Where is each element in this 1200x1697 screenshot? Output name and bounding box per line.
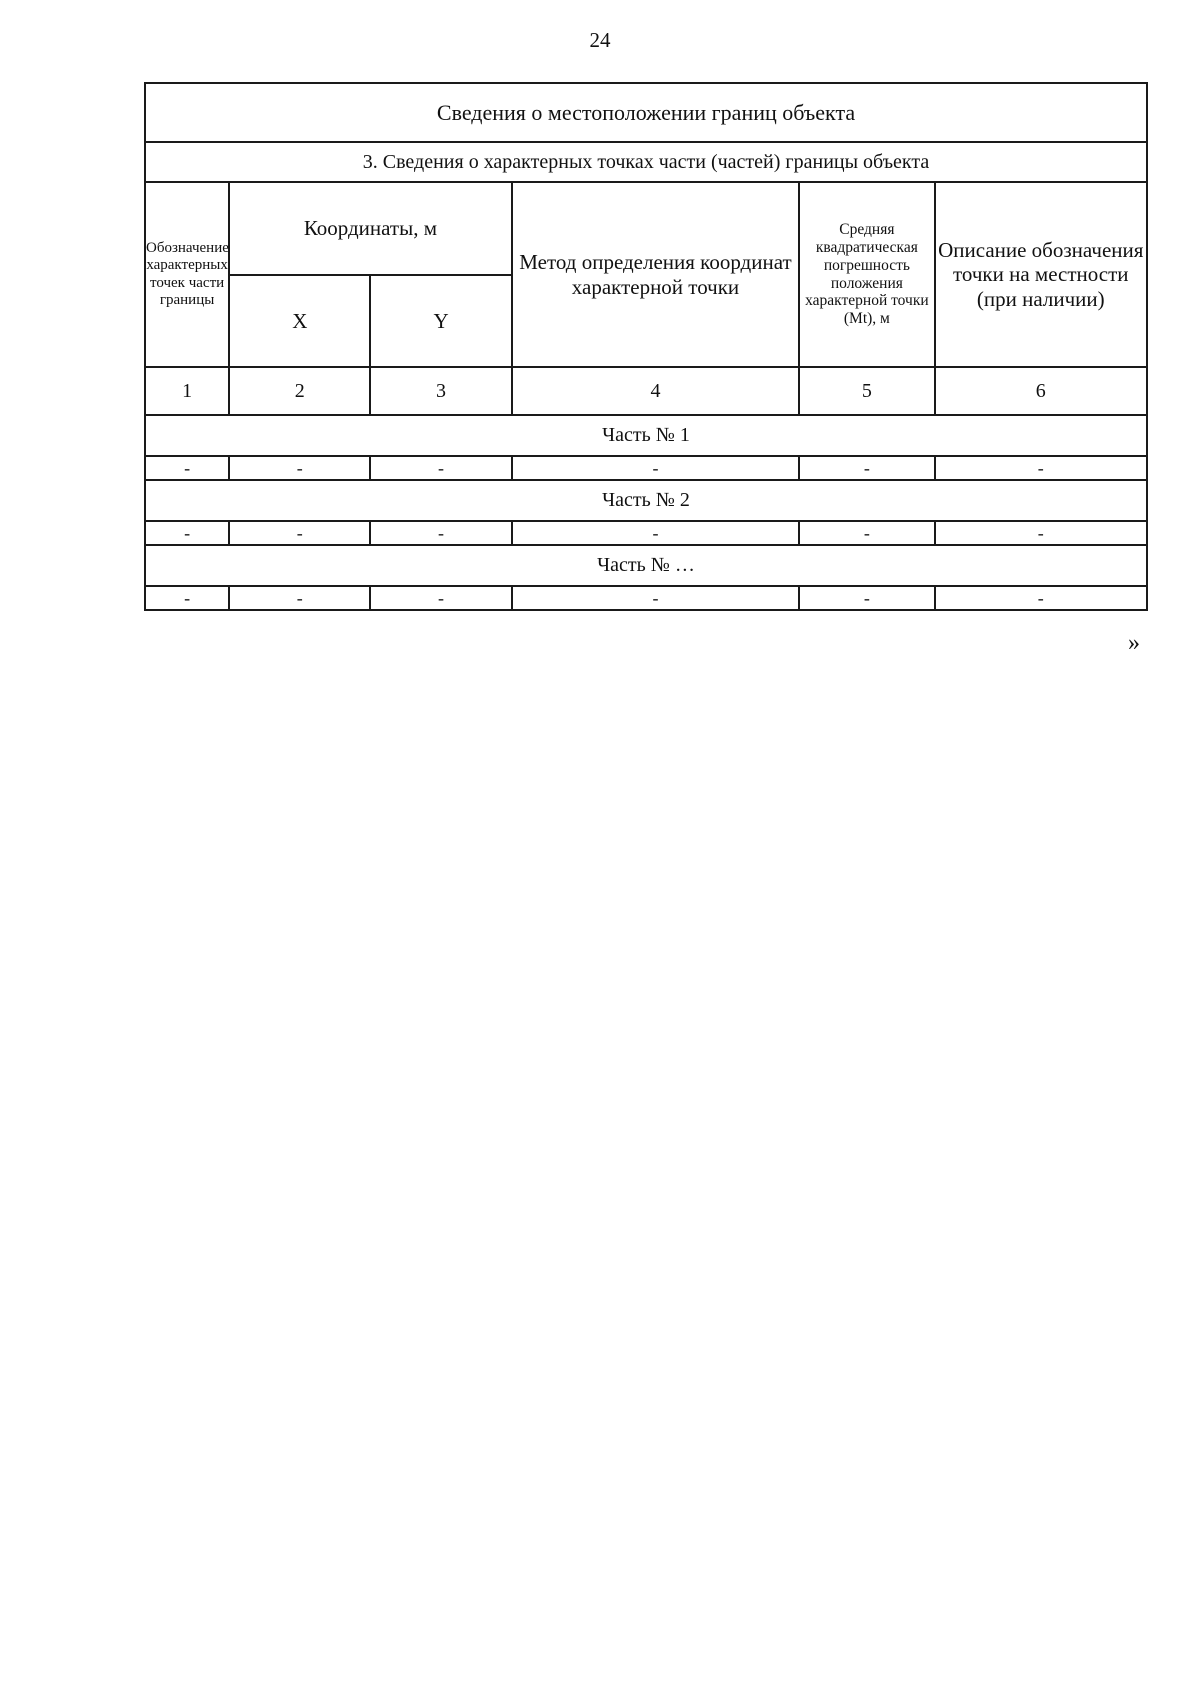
part-label: Часть № 2: [145, 480, 1147, 521]
table-title-row: [145, 83, 1147, 142]
header-coordinates: Координаты, м: [229, 182, 512, 275]
table-cell: -: [229, 586, 370, 610]
column-number: 1: [145, 367, 229, 415]
header-point-designation: Обозначение характерных точек части границы: [145, 182, 229, 367]
section-title-row: [145, 142, 1147, 182]
table-cell: -: [229, 456, 370, 480]
table-row: [145, 521, 1147, 545]
boundary-points-table: [144, 82, 1148, 611]
header-description: Описание обозначения точки на местности (при наличии): [935, 182, 1147, 367]
header-x: X: [229, 275, 370, 367]
table-cell: -: [799, 586, 934, 610]
column-number: 3: [370, 367, 511, 415]
column-numbers-row: [145, 367, 1147, 415]
table-cell: -: [935, 586, 1147, 610]
table-cell: -: [145, 456, 229, 480]
table-cell: -: [370, 456, 511, 480]
table-cell: -: [229, 521, 370, 545]
table-cell: -: [935, 456, 1147, 480]
part-label: Часть № 1: [145, 415, 1147, 456]
header-row: [145, 182, 1147, 275]
column-number: 5: [799, 367, 934, 415]
closing-quote: »: [1128, 630, 1140, 656]
header-y: Y: [370, 275, 511, 367]
column-number: 2: [229, 367, 370, 415]
header-method: Метод определения координат характерной точки: [512, 182, 800, 367]
table-cell: -: [145, 586, 229, 610]
column-number: 6: [935, 367, 1147, 415]
table-cell: -: [512, 521, 800, 545]
table-cell: -: [512, 456, 800, 480]
header-error: Средняя квадратическая погрешность положения характерной точки (Mt), м: [799, 182, 934, 367]
table-cell: -: [145, 521, 229, 545]
table-cell: -: [935, 521, 1147, 545]
table-row: [145, 456, 1147, 480]
table-title: Сведения о местоположении границ объекта: [145, 83, 1147, 142]
table-cell: -: [370, 521, 511, 545]
table-cell: -: [370, 586, 511, 610]
column-number: 4: [512, 367, 800, 415]
part-label-row: [145, 415, 1147, 456]
table-cell: -: [512, 586, 800, 610]
table-row: [145, 586, 1147, 610]
page-number: 24: [589, 28, 611, 52]
part-label-row: [145, 480, 1147, 521]
part-label: Часть № …: [145, 545, 1147, 586]
section-title: 3. Сведения о характерных точках части (частей) границы объекта: [145, 142, 1147, 182]
table-cell: -: [799, 521, 934, 545]
part-label-row: [145, 545, 1147, 586]
table-cell: -: [799, 456, 934, 480]
